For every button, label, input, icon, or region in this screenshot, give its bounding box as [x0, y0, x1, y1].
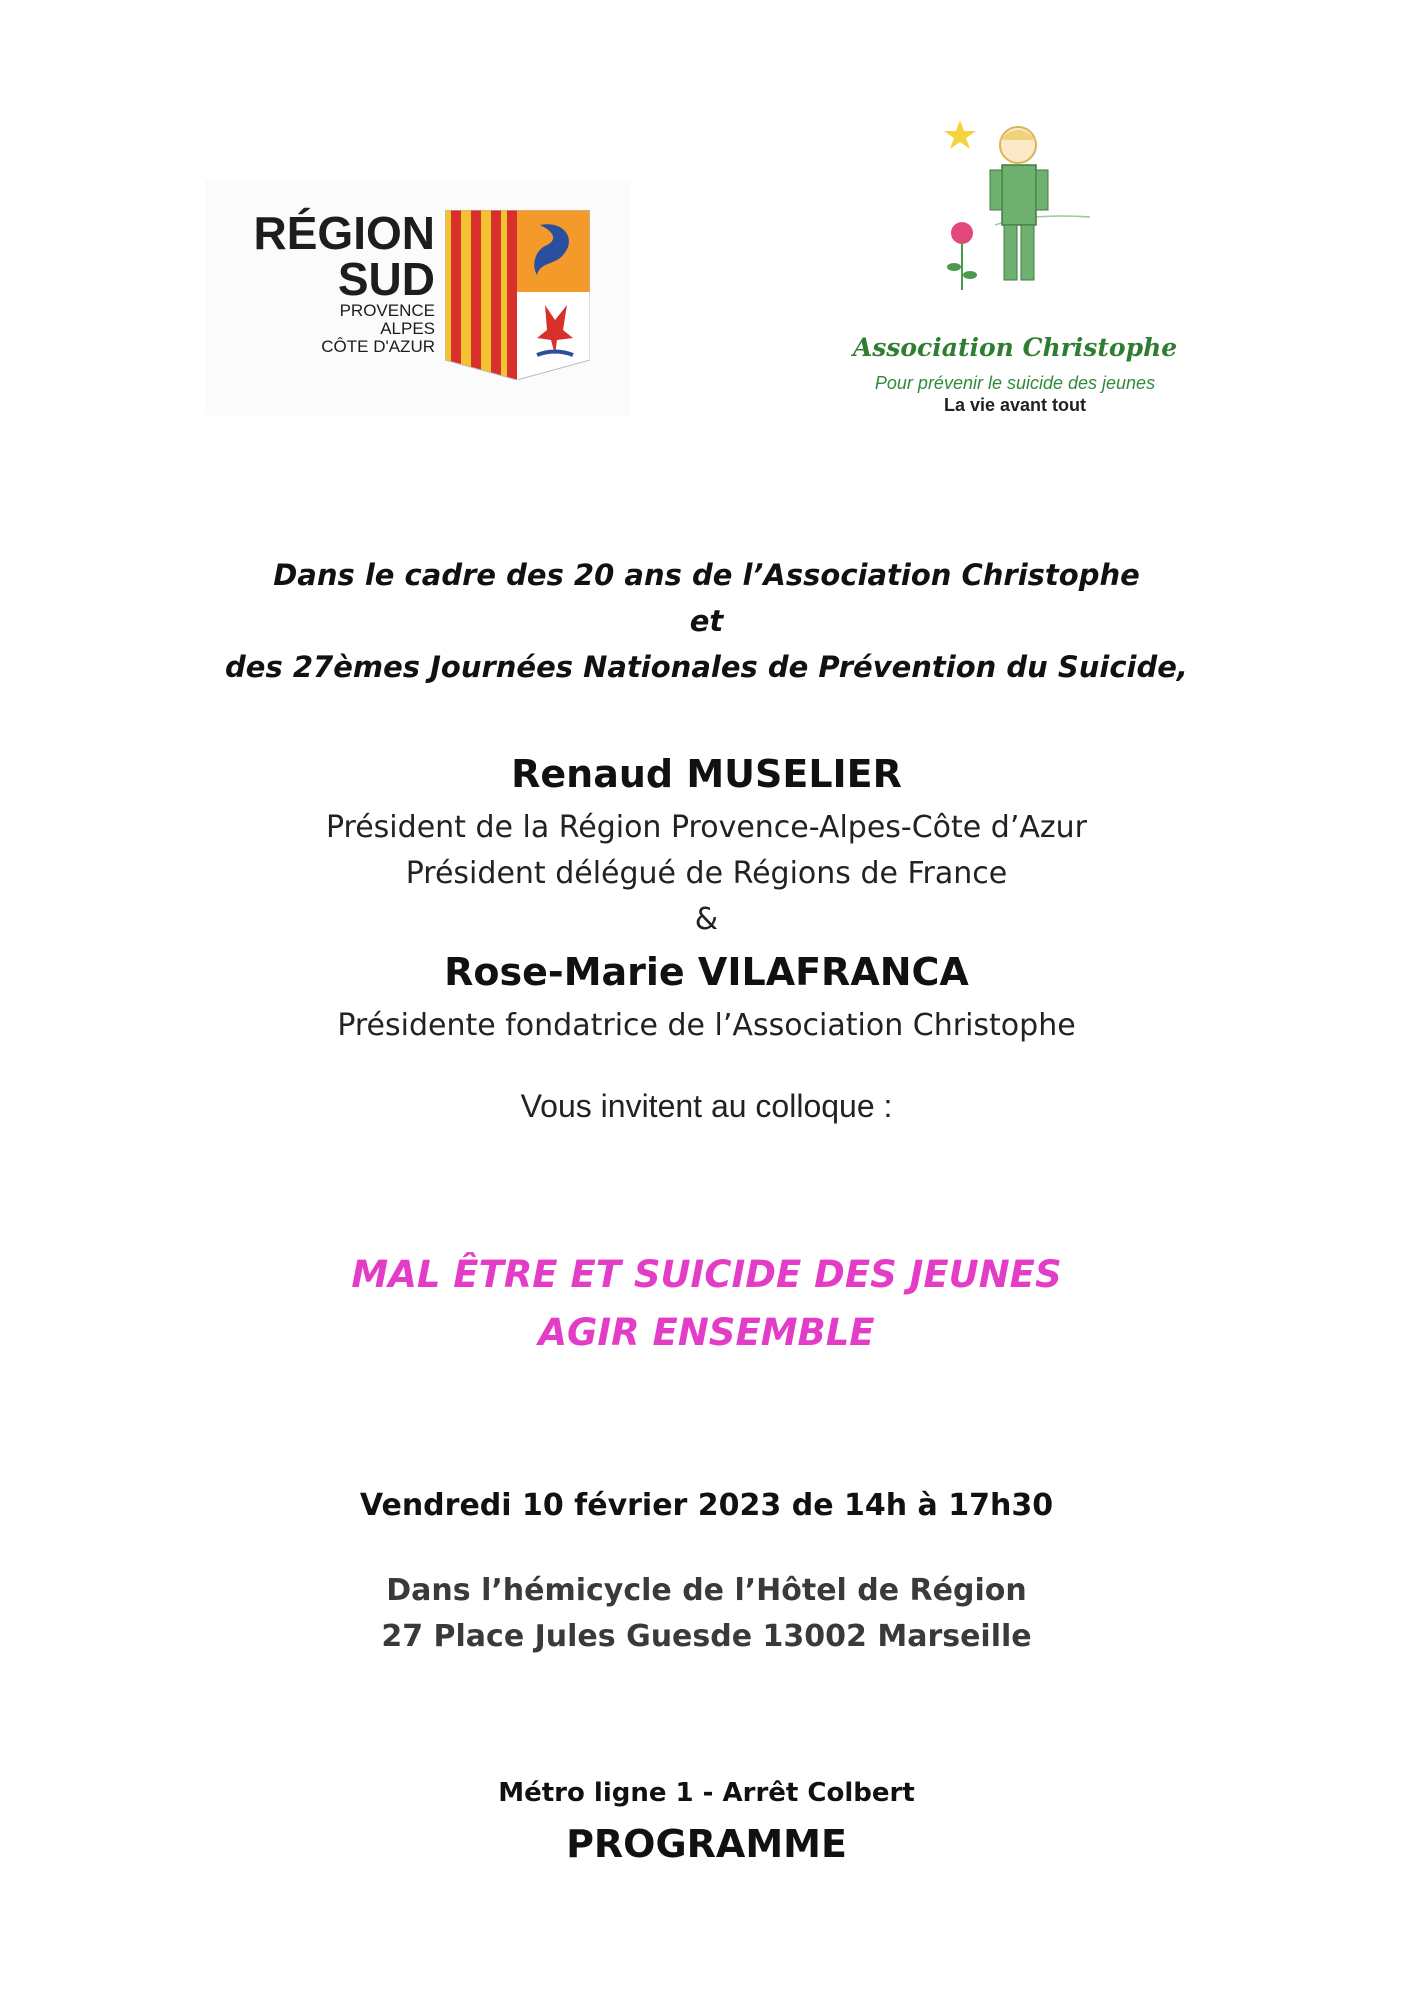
association-tagline: Pour prévenir le suicide des jeunes — [874, 373, 1156, 393]
event-title-line-1: MAL ÊTRE ET SUICIDE DES JEUNES — [351, 1253, 1062, 1296]
intro-line-3: des 27èmes Journées Nationales de Prévention du Suicide, — [225, 650, 1188, 684]
region-logo-provence: PROVENCE — [339, 301, 435, 320]
venue-line-1: Dans l’hémicycle de l’Hôtel de Région — [386, 1573, 1027, 1608]
intro-line-1: Dans le cadre des 20 ans de l’Association Christophe — [273, 558, 1140, 592]
event-date: Vendredi 10 février 2023 de 14h à 17h30 — [359, 1488, 1054, 1523]
region-logo-word-sud: SUD — [337, 253, 435, 305]
host-name-vilafranca: Rose-Marie VILAFRANCA — [444, 950, 969, 994]
child-drawing-icon — [940, 115, 1090, 315]
host-role-muselier-2: Président délégué de Régions de France — [405, 856, 1008, 891]
region-logo-alpes: ALPES — [380, 319, 435, 338]
programme-heading: PROGRAMME — [566, 1822, 847, 1866]
metro-info: Métro ligne 1 - Arrêt Colbert — [498, 1778, 915, 1808]
host-role-vilafranca: Présidente fondatrice de l’Association Christophe — [337, 1008, 1076, 1043]
region-sud-logo — [205, 180, 630, 415]
region-logo-cote-azur: CÔTE D'AZUR — [321, 337, 435, 356]
ampersand: & — [694, 902, 719, 937]
host-role-muselier-1: Président de la Région Provence-Alpes-Côte d’Azur — [325, 810, 1087, 845]
association-christophe-logo — [850, 115, 1180, 425]
region-logo-word-region: RÉGION — [253, 207, 435, 259]
event-title-line-2: AGIR ENSEMBLE — [538, 1311, 875, 1354]
host-name-muselier: Renaud MUSELIER — [511, 752, 902, 796]
invite-text: Vous invitent au colloque : — [520, 1088, 893, 1124]
regional-shield-icon — [445, 210, 590, 380]
venue-line-2: 27 Place Jules Guesde 13002 Marseille — [381, 1619, 1032, 1654]
association-name: Association Christophe — [852, 333, 1178, 362]
association-motto: La vie avant tout — [943, 395, 1087, 415]
intro-line-2: et — [689, 604, 724, 638]
